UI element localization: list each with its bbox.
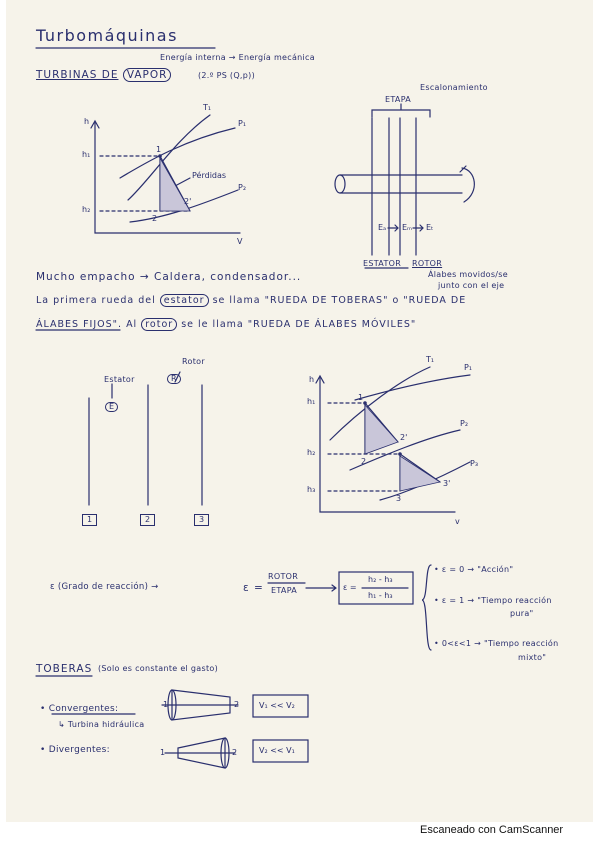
hs1-perdidas-arrow [175,178,190,186]
hs2-v-label: v [455,517,460,526]
alabes-note-1: Álabes movidos/se [428,270,508,279]
line-primera-rueda [36,296,466,306]
line3-a: ÁLABES FIJOS". Al [36,319,138,330]
turbinas-heading-prefix: TURBINAS DE [36,69,119,81]
hs1-point2-label: 2 [152,214,158,223]
case-accion: • ε = 0 → "Acción" [434,565,514,574]
scanner-footer-strip [0,822,599,848]
case-reaccion-pura: • ε = 1 → "Tiempo reacción [434,596,552,605]
page-title: Turbomáquinas [36,26,178,45]
conv-inlet-label: 1 [163,700,169,709]
case-reaccion-pura-2: pura" [510,609,534,618]
line2-circled: estator [160,294,209,307]
hs2-h1-label: h₁ [307,397,316,406]
hs1-point1-label: 1 [156,145,162,154]
line3-circled: rotor [141,318,177,331]
blade-3-box: 3 [194,514,209,526]
conv-outlet-label: 2 [234,700,240,709]
rotor-label: ROTOR [412,259,443,268]
estator-wall [372,118,389,255]
conv-relation: V₁ << V₂ [259,701,295,710]
hs2-p1-label: P₁ [464,363,473,372]
hs1-perdidas-label: Pérdidas [192,171,227,180]
line-mucho-empacho: Mucho empacho → Caldera, condensador... [36,271,302,283]
hs2-t1-label: T₁ [426,355,435,364]
alabes-note-2: junto con el eje [438,281,505,290]
flow-label-m: Eₘ [402,223,413,232]
div-relation: V₂ << V₁ [259,746,295,755]
shaft-end [335,175,345,193]
reaccion-eq: ε = [243,582,264,594]
line3-b: se le llama "RUEDA DE ÁLABES MÓVILES" [181,319,417,330]
turbinas-note: (2.º PS (Q,p)) [198,71,255,80]
hs1-t1-label: T₁ [203,103,212,112]
hs2-h2-label: h₂ [307,448,316,457]
hs2-point-1 [363,401,367,405]
turbinas-heading [36,70,171,81]
toberas-heading: TOBERAS [36,663,93,675]
convergentes-note: ↳ Turbina hidráulica [58,720,145,729]
box-num: h₂ - h₃ [368,575,393,584]
blade-estator-label: Estator [104,375,135,384]
reaccion-num: ROTOR [268,572,299,581]
hs1-h-label: h [84,117,90,126]
hs2-p1 [355,375,470,400]
blade-1-box: 1 [82,514,97,526]
hs1-point2p-label: 2' [184,197,192,206]
hs1-h2-label: h₂ [82,205,91,214]
etapa-bracket [372,104,430,117]
hs2-point1-label: 1 [358,393,364,402]
hs2-h-label: h [309,375,315,384]
flow-label-a: Eₐ [378,223,387,232]
line2-b: se llama "RUEDA DE TOBERAS" o "RUEDA DE [212,295,467,306]
line2-a: La primera rueda del [36,295,156,306]
case-reaccion-mixto-2: mixto" [518,653,547,662]
hs1-v-label: V [237,237,243,246]
rotation-arrow [460,166,474,202]
case-reaccion-mixto: • 0<ε<1 → "Tiempo reacción [434,639,559,648]
convergentes-label: • Convergentes: [40,704,119,714]
shaft [340,175,462,193]
blade-r-symbol: R [167,374,181,384]
blade-2-box: 2 [140,514,155,526]
hs2-p3-label: P₃ [470,459,479,468]
hs2-point-2p [398,452,402,456]
rotor-wall [400,118,416,255]
box-eq: ε = [343,583,357,592]
etapa-label: ETAPA [385,95,412,104]
escalonamiento-label: Escalonamiento [420,83,488,92]
frac-arrow [306,585,336,591]
camscanner-watermark: Escaneado con CamScanner [420,824,564,836]
hs2-hatch-1 [365,405,398,454]
hs2-h3-label: h₃ [307,485,316,494]
hs2-p2-label: P₂ [460,419,469,428]
energy-note: Energía interna → Energía mecánica [160,53,315,62]
hs2-point2-label: 2 [361,457,367,466]
toberas-note: (Solo es constante el gasto) [98,664,219,673]
hs2-point3p-label: 3' [443,479,451,488]
line-alabes-fijos [36,320,416,330]
hs2-hatch-2 [400,456,440,491]
hs1-point-1 [158,154,162,158]
turbinas-heading-vapor: VAPOR [123,68,172,82]
box-den: h₁ - h₃ [368,591,393,600]
div-inlet-label: 1 [160,748,166,757]
div-outlet-label: 2 [232,748,238,757]
blade-rotor-label: Rotor [182,357,205,366]
hs1-p1-label: P₁ [238,119,247,128]
hs2-point2p-label: 2' [400,433,408,442]
cases-brace [422,565,431,650]
estator-label: ESTATOR [363,259,402,268]
hs2-point3-label: 3 [396,494,402,503]
hs1-h1-label: h₁ [82,150,91,159]
reaccion-den: ETAPA [271,586,298,595]
reaccion-label: ε (Grado de reacción) → [50,582,159,592]
flow-label-t: Eₜ [426,223,434,232]
blade-e-symbol: E [105,402,118,412]
hs1-p2-label: P₂ [238,183,247,192]
divergentes-label: • Divergentes: [40,745,110,755]
